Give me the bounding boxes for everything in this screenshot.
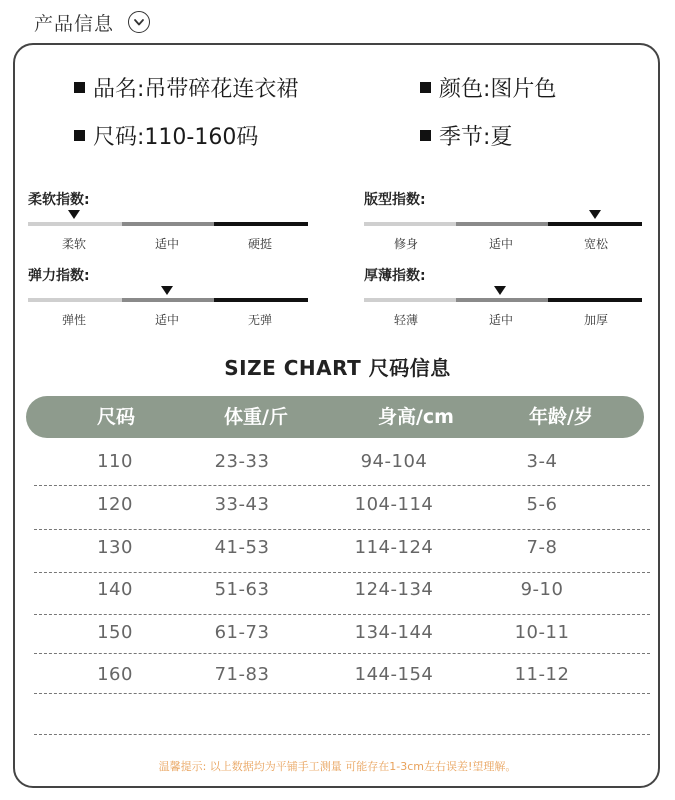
scale-label: 适中 <box>488 237 513 251</box>
table-cell: 5-6 <box>526 494 558 515</box>
info-season <box>420 120 512 151</box>
table-cell: 110 <box>97 451 133 472</box>
table-cell: 114-124 <box>354 537 434 558</box>
index-bar <box>28 222 308 226</box>
info-size <box>74 120 258 151</box>
column-header: 尺码 <box>96 406 135 428</box>
chevron-down-icon[interactable] <box>128 11 150 33</box>
info-color <box>420 72 556 103</box>
table-cell: 104-114 <box>354 494 434 515</box>
column-header: 年龄/岁 <box>529 406 593 428</box>
column-header: 身高/cm <box>377 406 454 428</box>
table-cell: 33-43 <box>214 494 270 515</box>
table-cell: 51-63 <box>214 579 270 600</box>
info-name <box>74 72 298 103</box>
table-cell: 140 <box>97 579 133 600</box>
scale-label: 适中 <box>154 313 179 327</box>
table-row <box>34 484 650 526</box>
index-bar <box>364 222 642 226</box>
table-cell: 41-53 <box>214 537 270 558</box>
table-row <box>34 441 650 483</box>
table-row <box>34 569 650 611</box>
table-cell: 3-4 <box>526 451 558 472</box>
table-cell: 10-11 <box>514 622 570 643</box>
table-cell: 134-144 <box>354 622 434 643</box>
index-marker-icon <box>68 210 80 219</box>
scale-label: 无弹 <box>247 313 272 327</box>
index-label: 厚薄指数: <box>364 268 426 284</box>
row-divider <box>34 693 650 694</box>
table-cell: 94-104 <box>360 451 428 472</box>
info-season-text: 季节:夏 <box>439 125 513 150</box>
bullet-square-icon <box>420 82 431 93</box>
info-size-text: 尺码:110-160码 <box>93 125 259 150</box>
row-divider <box>34 734 650 735</box>
bullet-square-icon <box>420 130 431 141</box>
table-row <box>34 654 650 696</box>
scale-label: 弹性 <box>61 313 86 327</box>
table-cell: 160 <box>97 664 133 685</box>
table-row <box>34 612 650 654</box>
index-label: 柔软指数: <box>28 192 90 208</box>
table-cell: 71-83 <box>214 664 270 685</box>
table-cell: 124-134 <box>354 579 434 600</box>
scale-label: 柔软 <box>61 237 86 251</box>
scale-label: 修身 <box>393 237 418 251</box>
index-label: 弹力指数: <box>28 268 90 284</box>
index-bar <box>364 298 642 302</box>
index-label: 版型指数: <box>364 192 426 208</box>
index-bar <box>28 298 308 302</box>
table-cell: 61-73 <box>214 622 270 643</box>
bullet-square-icon <box>74 130 85 141</box>
size-chart-title: SIZE CHART 尺码信息 <box>224 356 451 380</box>
scale-label: 加厚 <box>583 313 608 327</box>
scale-label: 适中 <box>488 313 513 327</box>
bullet-square-icon <box>74 82 85 93</box>
scale-label: 适中 <box>154 237 179 251</box>
index-marker-icon <box>494 286 506 295</box>
index-marker-icon <box>161 286 173 295</box>
section-header <box>34 8 150 36</box>
column-header: 体重/斤 <box>224 406 288 428</box>
table-cell: 11-12 <box>514 664 570 685</box>
table-cell: 7-8 <box>526 537 558 558</box>
table-cell: 23-33 <box>214 451 270 472</box>
footnote: 温馨提示: 以上数据均为平铺手工测量 可能存在1-3cm左右误差!望理解。 <box>158 760 517 773</box>
table-cell: 150 <box>97 622 133 643</box>
table-row <box>34 527 650 569</box>
scale-label: 宽松 <box>583 237 608 251</box>
index-marker-icon <box>589 210 601 219</box>
scale-label: 轻薄 <box>393 313 418 327</box>
table-cell: 130 <box>97 537 133 558</box>
info-name-text: 品名:吊带碎花连衣裙 <box>93 77 299 102</box>
table-cell: 120 <box>97 494 133 515</box>
size-table-header <box>26 396 644 438</box>
table-cell: 9-10 <box>520 579 564 600</box>
section-title: 产品信息 <box>34 12 115 35</box>
table-cell: 144-154 <box>354 664 434 685</box>
info-color-text: 颜色:图片色 <box>439 77 557 102</box>
scale-label: 硬挺 <box>247 237 272 251</box>
